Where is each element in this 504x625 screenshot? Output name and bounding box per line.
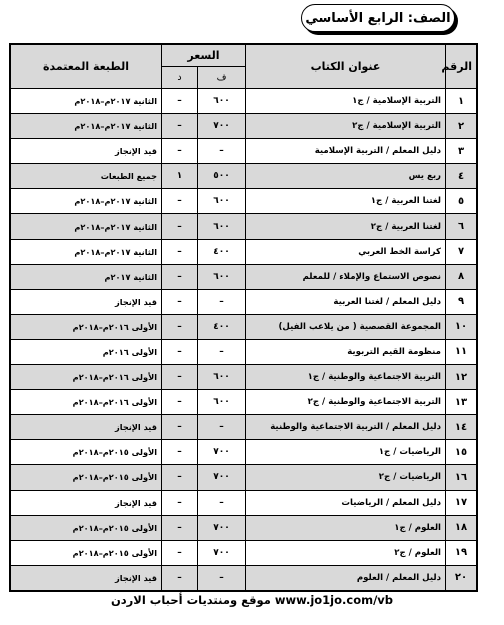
cell-edition: الأولى ٢٠١٦م–٢٠١٨م (11, 390, 162, 415)
cell-edition: الأولى ٢٠١٥م–٢٠١٨م (11, 540, 162, 565)
cell-price-f: ٦٠٠ (198, 390, 246, 415)
cell-edition: الأولى ٢٠١٥م–٢٠١٨م (11, 465, 162, 490)
cell-number: ١٩ (446, 540, 477, 565)
cell-edition: قيد الإنجاز (11, 289, 162, 314)
cell-book-title: التربية الاجتماعية والوطنية / ج١ (246, 365, 446, 390)
table-row (11, 139, 477, 164)
cell-book-title: دليل المعلم / الرياضيات (246, 490, 446, 515)
cell-price-d: – (162, 390, 198, 415)
cell-price-f: ٦٠٠ (198, 264, 246, 289)
header-price-d: د (162, 67, 198, 89)
table-row (11, 390, 477, 415)
cell-price-d: – (162, 189, 198, 214)
cell-price-f: ٦٠٠ (198, 89, 246, 114)
book-price-table-container (9, 43, 478, 592)
table-row (11, 440, 477, 465)
cell-price-d: – (162, 565, 198, 590)
cell-number: ٨ (446, 264, 477, 289)
cell-book-title: العلوم / ج٢ (246, 540, 446, 565)
table-row (11, 289, 477, 314)
cell-number: ٩ (446, 289, 477, 314)
cell-edition: الأولى ٢٠١٦م–٢٠١٨م (11, 365, 162, 390)
cell-book-title: لغتنا العربية / ج٢ (246, 214, 446, 239)
cell-book-title: التربية الاجتماعية والوطنية / ج٢ (246, 390, 446, 415)
cell-number: ١٥ (446, 440, 477, 465)
cell-edition: الأولى ٢٠١٥م–٢٠١٨م (11, 440, 162, 465)
cell-number: ١٠ (446, 314, 477, 339)
cell-price-f: – (198, 289, 246, 314)
page-title: الصف: الرابع الأساسي (301, 4, 455, 32)
cell-price-f: ٦٠٠ (198, 365, 246, 390)
cell-edition: الثانية ٢٠١٧م–٢٠١٨م (11, 114, 162, 139)
cell-price-d: – (162, 114, 198, 139)
cell-book-title: نصوص الاستماع والإملاء / للمعلم (246, 264, 446, 289)
cell-number: ٦ (446, 214, 477, 239)
cell-book-title: دليل المعلم / لغتنا العربية (246, 289, 446, 314)
cell-edition: الأولى ٢٠١٥م–٢٠١٨م (11, 515, 162, 540)
cell-price-d: – (162, 415, 198, 440)
cell-number: ١١ (446, 339, 477, 364)
header-price-f: ف (198, 67, 246, 89)
cell-price-f: – (198, 339, 246, 364)
table-row (11, 515, 477, 540)
cell-edition: الأولى ٢٠١٦م–٢٠١٨م (11, 314, 162, 339)
cell-edition: قيد الإنجاز (11, 490, 162, 515)
cell-number: ١ (446, 89, 477, 114)
cell-number: ٥ (446, 189, 477, 214)
cell-book-title: كراسة الخط العربي (246, 239, 446, 264)
cell-number: ١٢ (446, 365, 477, 390)
cell-edition: الثانية ٢٠١٧م–٢٠١٨م (11, 214, 162, 239)
header-title: عنوان الكتاب (246, 45, 446, 89)
cell-book-title: دليل المعلم / التربية الإسلامية (246, 139, 446, 164)
table-row (11, 214, 477, 239)
cell-price-d: – (162, 89, 198, 114)
table-row (11, 164, 477, 189)
table-row (11, 89, 477, 114)
cell-price-f: ٤٠٠ (198, 239, 246, 264)
cell-price-f: ٧٠٠ (198, 515, 246, 540)
cell-price-d: – (162, 314, 198, 339)
table-row (11, 565, 477, 590)
cell-book-title: التربية الإسلامية / ج١ (246, 89, 446, 114)
cell-price-d: – (162, 440, 198, 465)
cell-number: ١٨ (446, 515, 477, 540)
cell-edition: قيد الإنجاز (11, 415, 162, 440)
cell-edition: الأولى ٢٠١٦م (11, 339, 162, 364)
cell-price-f: ٦٠٠ (198, 189, 246, 214)
cell-edition: الثانية ٢٠١٧م–٢٠١٨م (11, 189, 162, 214)
cell-edition: قيد الإنجاز (11, 565, 162, 590)
cell-edition: قيد الإنجاز (11, 139, 162, 164)
footer-website: موقع ومنتديات أحباب الاردن www.jo1jo.com/vb (110, 593, 394, 607)
table-row (11, 540, 477, 565)
cell-book-title: دليل المعلم / العلوم (246, 565, 446, 590)
cell-price-f: – (198, 565, 246, 590)
book-price-table (10, 44, 477, 591)
cell-edition: الثانية ٢٠١٧م–٢٠١٨م (11, 239, 162, 264)
table-row (11, 314, 477, 339)
cell-price-f: ٧٠٠ (198, 540, 246, 565)
table-row (11, 114, 477, 139)
cell-price-d: ١ (162, 164, 198, 189)
cell-price-f: ٦٠٠ (198, 214, 246, 239)
cell-number: ٢٠ (446, 565, 477, 590)
table-row (11, 239, 477, 264)
cell-price-f: ٧٠٠ (198, 465, 246, 490)
cell-number: ٢ (446, 114, 477, 139)
cell-price-d: – (162, 339, 198, 364)
cell-edition: الثانية ٢٠١٧م (11, 264, 162, 289)
cell-book-title: دليل المعلم / التربية الاجتماعية والوطنية (246, 415, 446, 440)
cell-edition: جميع الطبعات (11, 164, 162, 189)
table-row (11, 189, 477, 214)
cell-book-title: لغتنا العربية / ج١ (246, 189, 446, 214)
cell-number: ١٦ (446, 465, 477, 490)
cell-number: ٧ (446, 239, 477, 264)
cell-book-title: المجموعة القصصية ( من يلاعب الفيل) (246, 314, 446, 339)
cell-book-title: العلوم / ج١ (246, 515, 446, 540)
cell-price-f: – (198, 415, 246, 440)
cell-price-d: – (162, 214, 198, 239)
header-num: الرقم (446, 45, 477, 89)
cell-book-title: الرياضيات / ج٢ (246, 465, 446, 490)
cell-price-d: – (162, 289, 198, 314)
cell-number: ٣ (446, 139, 477, 164)
cell-price-f: ٥٠٠ (198, 164, 246, 189)
cell-price-d: – (162, 465, 198, 490)
table-row (11, 339, 477, 364)
cell-number: ١٤ (446, 415, 477, 440)
table-row (11, 465, 477, 490)
header-edition: الطبعة المعتمدة (11, 45, 162, 89)
cell-book-title: ربع يس (246, 164, 446, 189)
cell-price-d: – (162, 239, 198, 264)
cell-number: ٤ (446, 164, 477, 189)
table-row (11, 490, 477, 515)
cell-number: ١٧ (446, 490, 477, 515)
cell-price-f: – (198, 490, 246, 515)
header-price: السعر (162, 45, 246, 67)
cell-number: ١٣ (446, 390, 477, 415)
table-row (11, 264, 477, 289)
table-row (11, 365, 477, 390)
cell-price-d: – (162, 515, 198, 540)
table-row (11, 415, 477, 440)
cell-price-f: ٧٠٠ (198, 440, 246, 465)
cell-price-d: – (162, 264, 198, 289)
cell-price-f: ٤٠٠ (198, 314, 246, 339)
cell-edition: الثانية ٢٠١٧م–٢٠١٨م (11, 89, 162, 114)
cell-price-d: – (162, 139, 198, 164)
cell-book-title: منظومة القيم التربوية (246, 339, 446, 364)
cell-price-f: – (198, 139, 246, 164)
cell-price-d: – (162, 540, 198, 565)
cell-book-title: التربية الإسلامية / ج٢ (246, 114, 446, 139)
cell-book-title: الرياضيات / ج١ (246, 440, 446, 465)
cell-price-d: – (162, 490, 198, 515)
cell-price-d: – (162, 365, 198, 390)
cell-price-f: ٧٠٠ (198, 114, 246, 139)
